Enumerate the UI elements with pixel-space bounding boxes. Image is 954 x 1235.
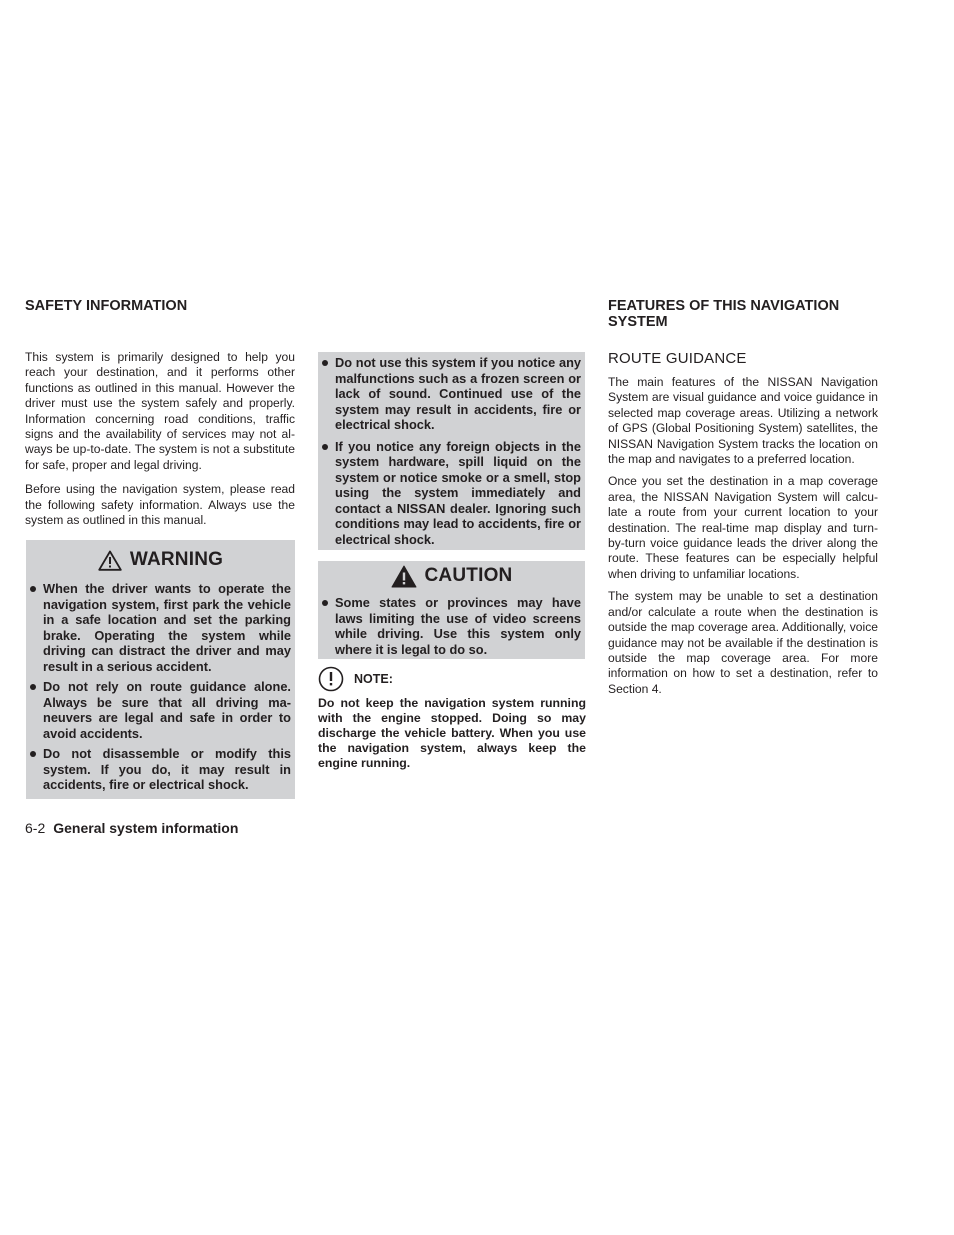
warning-item: If you notice any foreign objects in the system hardware, spill liquid on the system or notice smoke or a smell, stop using the system immediately and contact a NISSAN dealer. Ignoring such conditions may lead to accidents, fire or electrical shock.: [318, 439, 581, 548]
caution-triangle-filled-icon: [391, 565, 417, 588]
warning-item: When the driver wants to operate the navigation system, first park the vehicle in a safe location and set the parking brake. Operating the system while driving can distract the driver and may result in a serious accident.: [26, 581, 291, 674]
features-paragraph-3: The system may be unable to set a destination and/or calculate a route when the destination is outside the map coverage area. Additionally, voice guidance may not be available if the destination is outside the map coverage area. For more information on how to set a destination, refer to Section 4.: [608, 589, 878, 696]
warning-continued-list: [318, 352, 585, 547]
page-footer: [25, 820, 238, 836]
note-label: NOTE:: [354, 672, 393, 686]
warning-label: WARNING: [129, 549, 224, 570]
features-heading: FEATURES OF THIS NAVIGATION SYSTEM: [608, 298, 840, 330]
note-header: [318, 666, 586, 692]
warning-item: Do not disassemble or modify this system. If you do, it may result in accidents, fire or electrical shock.: [26, 746, 291, 793]
route-guidance-subheading: ROUTE GUIDANCE: [608, 350, 747, 367]
warning-continued-box: [318, 352, 585, 550]
caution-list: [318, 591, 585, 657]
caution-header: [318, 561, 585, 591]
safety-intro: [25, 350, 295, 528]
note-block: [318, 666, 586, 771]
warning-item: Do not use this system if you notice any malfunctions such as a frozen screen or lack of sound. Continued use of the system may result in accidents, fire or electrical shock.: [318, 355, 581, 433]
warning-box: [26, 540, 295, 799]
section-title: General system information: [53, 820, 239, 836]
safety-paragraph-2: Before using the navigation system, please read the following safety information. Always use the system as outlined in this manual.: [25, 482, 295, 528]
page-number: 6-2: [25, 820, 46, 836]
note-text: Do not keep the navigation system running with the engine stopped. Doing so may discharge the vehicle battery. When you use the navigation system, always keep the engine running.: [318, 696, 586, 770]
features-paragraph-1: The main features of the NISSAN Navigation System are visual guidance and voice guidance in selected map coverage areas. Utilizing a network of GPS (Global Positioning System) satellites, the NISSAN Navigation System tracks the location on the map and navigates to a preferred location.: [608, 375, 878, 467]
warning-header: [26, 540, 295, 580]
safety-paragraph-1: This system is primarily designed to help you reach your destination, and it performs other functions as outlined in this manual. However the driver must use the system safely and properly. Information concerning road conditions, traffic signs and the availability of services may not always be up-to-date. The system is not a substitute for safe, proper and legal driving.: [25, 350, 295, 472]
warning-item: Do not rely on route guidance alone. Always be sure that all driving maneuvers are legal and safe in order to avoid accidents.: [26, 679, 291, 741]
warning-list: [26, 580, 295, 793]
note-exclamation-circle-icon: [318, 666, 344, 692]
caution-box: [318, 561, 585, 659]
features-paragraph-2: Once you set the destination in a map coverage area, the NISSAN Navigation System will calculate a route from your current location to your destination. The real-time map display and turn-by-turn voice guidance leads the driver along the route. These features can be especially helpful when driving to unfamiliar locations.: [608, 474, 878, 581]
caution-label: CAUTION: [424, 565, 513, 586]
safety-information-heading: SAFETY INFORMATION: [25, 298, 188, 314]
caution-item: Some states or provinces may have laws limiting the use of video screens while driving. Use this system only where it is legal to do so.: [318, 595, 581, 657]
route-guidance-text: [608, 375, 878, 697]
warning-triangle-outline-icon: [98, 550, 122, 571]
